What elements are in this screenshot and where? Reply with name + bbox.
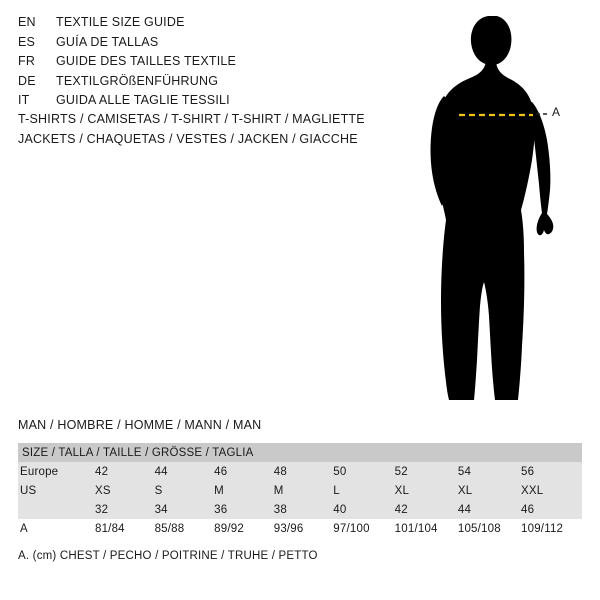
row-label: [18, 500, 93, 519]
cell-value: XL: [456, 481, 519, 500]
language-code: IT: [18, 93, 30, 107]
language-row: [18, 93, 378, 113]
language-row: [18, 74, 378, 94]
cell-value: 32: [93, 500, 153, 519]
silhouette-graphic: [400, 10, 600, 410]
table-row: [18, 462, 582, 481]
language-title: GUIDE DES TAILLES TEXTILE: [56, 54, 237, 68]
cell-value: 36: [212, 500, 272, 519]
language-row: [18, 15, 378, 35]
cell-value: 52: [393, 462, 456, 481]
language-title: GUIDA ALLE TAGLIE TESSILI: [56, 93, 230, 107]
cell-value: 50: [331, 462, 392, 481]
language-row: [18, 54, 378, 74]
cell-value: 101/104: [393, 519, 456, 538]
table-header-label: SIZE / TALLA / TAILLE / GRÖSSE / TAGLIA: [22, 446, 254, 459]
language-code: EN: [18, 15, 36, 29]
language-title: GUÍA DE TALLAS: [56, 34, 159, 49]
cell-value: 105/108: [456, 519, 519, 538]
cell-value: 85/88: [153, 519, 213, 538]
male-silhouette-figure: [400, 10, 600, 410]
cell-value: 46: [519, 500, 582, 519]
garment-category-list: [18, 112, 418, 151]
cell-value: 42: [93, 462, 153, 481]
language-list: [18, 15, 378, 113]
language-code: ES: [18, 34, 36, 49]
table-row: [18, 519, 582, 538]
cell-value: 38: [272, 500, 332, 519]
language-code: FR: [18, 54, 36, 68]
language-title: TEXTILE SIZE GUIDE: [56, 15, 185, 29]
cell-value: 48: [272, 462, 332, 481]
garment-category-jackets: JACKETS / CHAQUETAS / VESTES / JACKEN / GIACCHE: [18, 131, 358, 146]
cell-value: 42: [393, 500, 456, 519]
table-title: MAN / HOMBRE / HOMME / MANN / MAN: [18, 418, 262, 432]
cell-value: XXL: [519, 481, 582, 500]
cell-value: 44: [153, 462, 213, 481]
language-title: TEXTILGRÖßENFÜHRUNG: [56, 73, 219, 88]
cell-value: 34: [153, 500, 213, 519]
cell-value: 40: [331, 500, 392, 519]
cell-value: L: [331, 481, 392, 500]
cell-value: 93/96: [272, 519, 332, 538]
garment-category-tshirts: T-SHIRTS / CAMISETAS / T-SHIRT / T-SHIRT / MAGLIETTE: [18, 112, 365, 126]
row-label: US: [18, 481, 93, 500]
cell-value: 89/92: [212, 519, 272, 538]
cell-value: 54: [456, 462, 519, 481]
language-code: DE: [18, 73, 36, 88]
cell-value: 97/100: [331, 519, 392, 538]
chest-callout-label: A: [552, 105, 561, 119]
cell-value: XS: [93, 481, 153, 500]
table-row: [18, 481, 582, 500]
cell-value: 46: [212, 462, 272, 481]
cell-value: M: [212, 481, 272, 500]
size-table: [18, 443, 582, 538]
language-row: [18, 35, 378, 55]
table-row: [18, 500, 582, 519]
table-header-row: [18, 443, 582, 462]
measurement-footnote: A. (cm) CHEST / PECHO / POITRINE / TRUHE / PETTO: [18, 550, 318, 562]
row-label: A: [18, 519, 93, 538]
cell-value: 44: [456, 500, 519, 519]
row-label: Europe: [18, 462, 93, 481]
cell-value: S: [153, 481, 213, 500]
cell-value: 109/112: [519, 519, 582, 538]
cell-value: 81/84: [93, 519, 153, 538]
cell-value: 56: [519, 462, 582, 481]
cell-value: XL: [393, 481, 456, 500]
cell-value: M: [272, 481, 332, 500]
